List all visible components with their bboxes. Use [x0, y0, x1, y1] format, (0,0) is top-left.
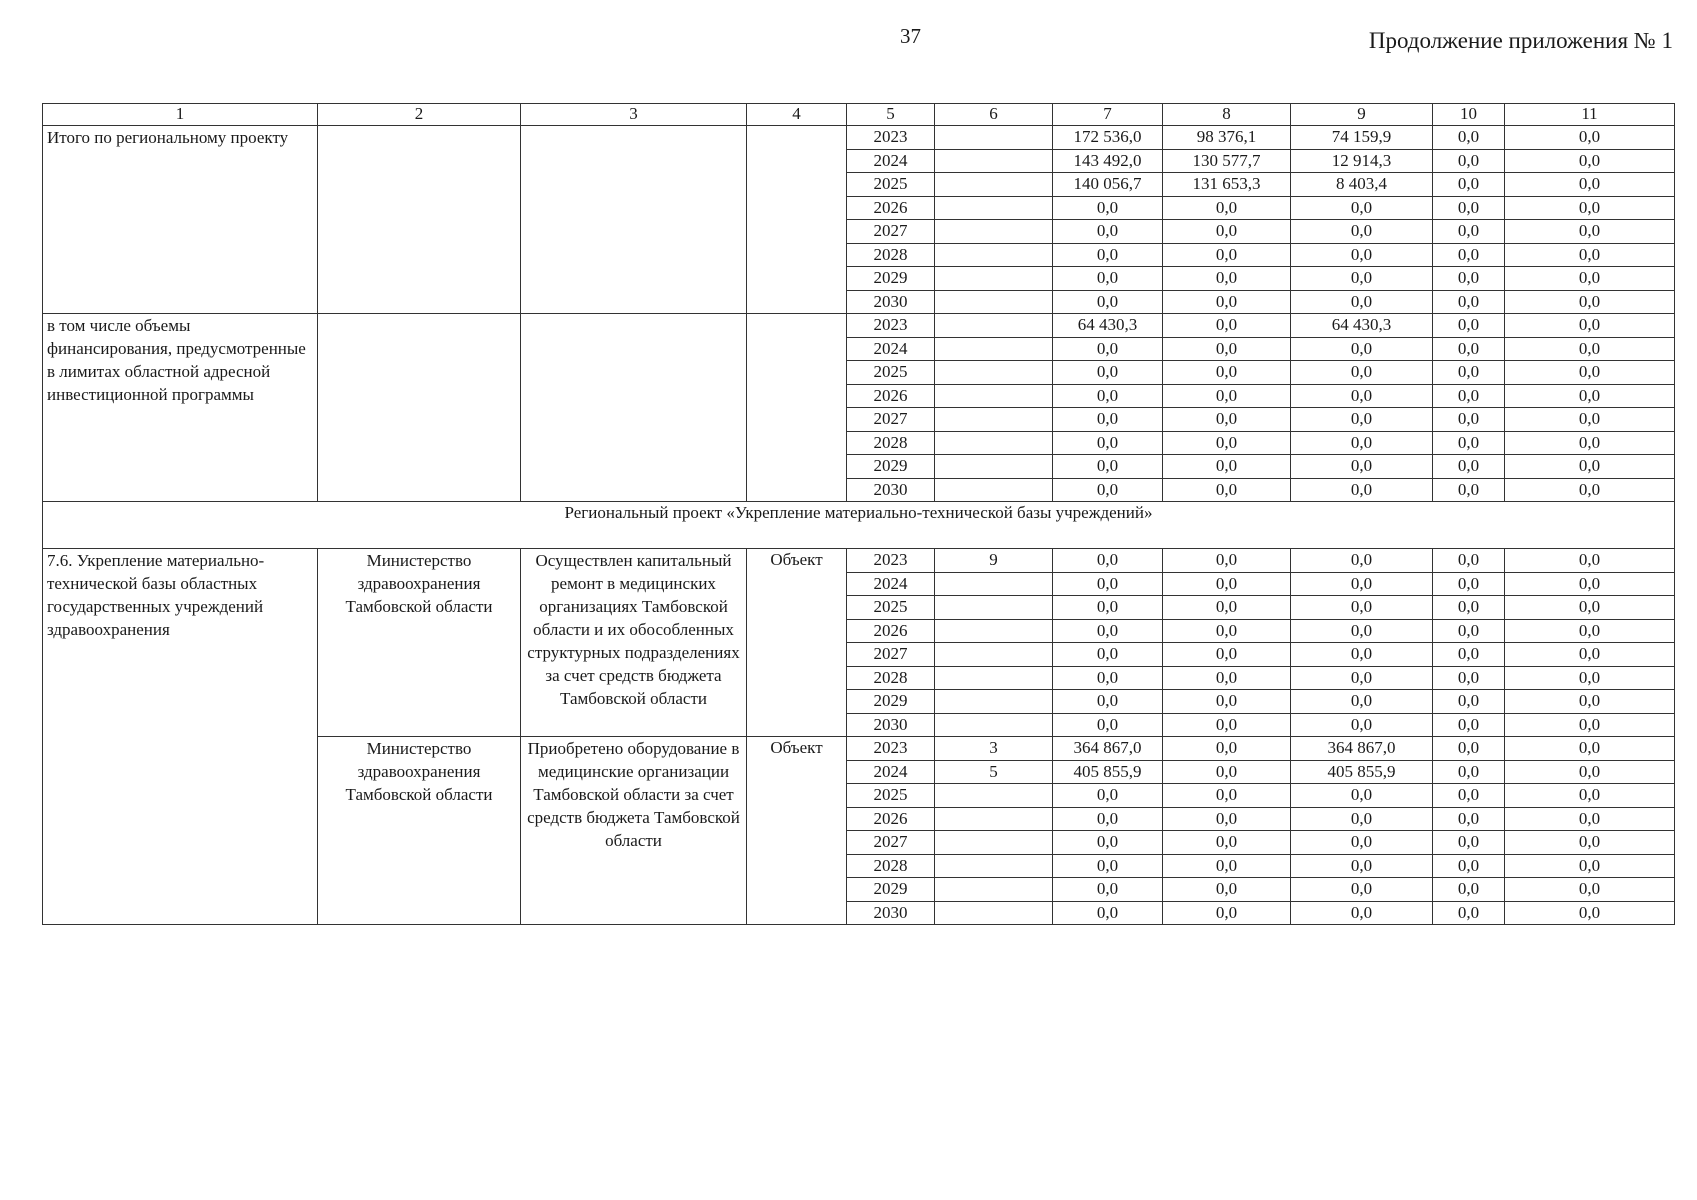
value-col8: 0,0 [1163, 549, 1291, 573]
value-col6: 5 [935, 760, 1053, 784]
table-body [43, 104, 1675, 925]
year-cell: 2029 [847, 878, 935, 902]
responsible-cell: Министерство здравоохранения Тамбовской области [318, 549, 521, 737]
value-col7: 0,0 [1053, 643, 1163, 667]
result-cell [521, 126, 747, 314]
value-col6 [935, 314, 1053, 338]
value-col9: 0,0 [1291, 666, 1433, 690]
value-col9: 364 867,0 [1291, 737, 1433, 761]
value-col11: 0,0 [1505, 784, 1675, 808]
value-col10: 0,0 [1433, 784, 1505, 808]
table-row [43, 549, 1675, 573]
value-col10: 0,0 [1433, 431, 1505, 455]
value-col11: 0,0 [1505, 643, 1675, 667]
value-col9: 0,0 [1291, 361, 1433, 385]
year-cell: 2024 [847, 760, 935, 784]
value-col8: 0,0 [1163, 455, 1291, 479]
value-col6 [935, 408, 1053, 432]
value-col8: 0,0 [1163, 196, 1291, 220]
value-col11: 0,0 [1505, 455, 1675, 479]
value-col9: 0,0 [1291, 290, 1433, 314]
value-col6 [935, 619, 1053, 643]
year-cell: 2026 [847, 807, 935, 831]
value-col6 [935, 690, 1053, 714]
value-col11: 0,0 [1505, 314, 1675, 338]
value-col6 [935, 290, 1053, 314]
value-col6: 9 [935, 549, 1053, 573]
item-label: 7.6. Укрепление материально-технической базы областных государственных учреждений здравоохранения [43, 549, 318, 925]
year-cell: 2023 [847, 737, 935, 761]
year-cell: 2027 [847, 220, 935, 244]
value-col8: 0,0 [1163, 713, 1291, 737]
page-number: 37 [900, 24, 921, 48]
value-col7: 140 056,7 [1053, 173, 1163, 197]
value-col7: 0,0 [1053, 666, 1163, 690]
value-col10: 0,0 [1433, 737, 1505, 761]
value-col8: 0,0 [1163, 267, 1291, 291]
value-col6 [935, 384, 1053, 408]
year-cell: 2027 [847, 643, 935, 667]
value-col6 [935, 854, 1053, 878]
value-col8: 0,0 [1163, 854, 1291, 878]
value-col9: 8 403,4 [1291, 173, 1433, 197]
value-col10: 0,0 [1433, 666, 1505, 690]
column-header: 6 [935, 104, 1053, 126]
value-col9: 0,0 [1291, 854, 1433, 878]
table-row [43, 126, 1675, 150]
column-header: 3 [521, 104, 747, 126]
block-label: Итого по региональному проекту [43, 126, 318, 314]
year-cell: 2029 [847, 455, 935, 479]
value-col7: 0,0 [1053, 220, 1163, 244]
value-col11: 0,0 [1505, 619, 1675, 643]
year-cell: 2025 [847, 596, 935, 620]
value-col8: 0,0 [1163, 220, 1291, 244]
value-col6 [935, 666, 1053, 690]
column-header: 7 [1053, 104, 1163, 126]
year-cell: 2023 [847, 126, 935, 150]
value-col11: 0,0 [1505, 361, 1675, 385]
value-col9: 0,0 [1291, 831, 1433, 855]
value-col11: 0,0 [1505, 549, 1675, 573]
value-col10: 0,0 [1433, 126, 1505, 150]
value-col9: 0,0 [1291, 572, 1433, 596]
value-col10: 0,0 [1433, 478, 1505, 502]
value-col10: 0,0 [1433, 619, 1505, 643]
value-col8: 0,0 [1163, 784, 1291, 808]
year-cell: 2026 [847, 196, 935, 220]
year-cell: 2024 [847, 572, 935, 596]
value-col10: 0,0 [1433, 901, 1505, 925]
value-col6 [935, 149, 1053, 173]
column-header: 4 [747, 104, 847, 126]
value-col11: 0,0 [1505, 431, 1675, 455]
value-col11: 0,0 [1505, 713, 1675, 737]
value-col6 [935, 831, 1053, 855]
value-col10: 0,0 [1433, 408, 1505, 432]
column-header: 9 [1291, 104, 1433, 126]
value-col8: 0,0 [1163, 408, 1291, 432]
value-col7: 405 855,9 [1053, 760, 1163, 784]
value-col6: 3 [935, 737, 1053, 761]
unit-cell: Объект [747, 549, 847, 737]
value-col11: 0,0 [1505, 807, 1675, 831]
value-col8: 131 653,3 [1163, 173, 1291, 197]
value-col7: 0,0 [1053, 854, 1163, 878]
value-col7: 0,0 [1053, 784, 1163, 808]
value-col10: 0,0 [1433, 196, 1505, 220]
column-header: 8 [1163, 104, 1291, 126]
value-col7: 0,0 [1053, 807, 1163, 831]
value-col9: 0,0 [1291, 243, 1433, 267]
value-col8: 0,0 [1163, 361, 1291, 385]
value-col6 [935, 478, 1053, 502]
year-cell: 2030 [847, 713, 935, 737]
value-col8: 0,0 [1163, 431, 1291, 455]
value-col7: 0,0 [1053, 478, 1163, 502]
value-col7: 0,0 [1053, 831, 1163, 855]
value-col8: 0,0 [1163, 901, 1291, 925]
year-cell: 2026 [847, 384, 935, 408]
value-col9: 12 914,3 [1291, 149, 1433, 173]
value-col7: 143 492,0 [1053, 149, 1163, 173]
unit-cell: Объект [747, 737, 847, 925]
value-col8: 0,0 [1163, 807, 1291, 831]
value-col7: 0,0 [1053, 431, 1163, 455]
value-col8: 0,0 [1163, 690, 1291, 714]
value-col10: 0,0 [1433, 337, 1505, 361]
value-col10: 0,0 [1433, 572, 1505, 596]
value-col6 [935, 267, 1053, 291]
value-col9: 0,0 [1291, 384, 1433, 408]
year-cell: 2026 [847, 619, 935, 643]
value-col8: 0,0 [1163, 666, 1291, 690]
year-cell: 2027 [847, 408, 935, 432]
value-col6 [935, 361, 1053, 385]
value-col10: 0,0 [1433, 807, 1505, 831]
value-col8: 0,0 [1163, 290, 1291, 314]
value-col7: 0,0 [1053, 901, 1163, 925]
value-col10: 0,0 [1433, 878, 1505, 902]
value-col8: 0,0 [1163, 337, 1291, 361]
value-col6 [935, 431, 1053, 455]
section-title: Региональный проект «Укрепление материально-технической базы учреждений» [43, 502, 1675, 549]
value-col8: 0,0 [1163, 737, 1291, 761]
value-col10: 0,0 [1433, 549, 1505, 573]
value-col8: 0,0 [1163, 384, 1291, 408]
value-col11: 0,0 [1505, 337, 1675, 361]
column-header: 5 [847, 104, 935, 126]
column-header: 11 [1505, 104, 1675, 126]
value-col10: 0,0 [1433, 643, 1505, 667]
value-col9: 0,0 [1291, 220, 1433, 244]
value-col10: 0,0 [1433, 690, 1505, 714]
value-col8: 98 376,1 [1163, 126, 1291, 150]
value-col10: 0,0 [1433, 831, 1505, 855]
value-col10: 0,0 [1433, 384, 1505, 408]
value-col11: 0,0 [1505, 854, 1675, 878]
column-header: 10 [1433, 104, 1505, 126]
value-col7: 0,0 [1053, 384, 1163, 408]
value-col9: 0,0 [1291, 408, 1433, 432]
value-col10: 0,0 [1433, 243, 1505, 267]
value-col11: 0,0 [1505, 384, 1675, 408]
result-cell: Приобретено оборудование в медицинские организации Тамбовской области за счет средств бюджета Тамбовской области [521, 737, 747, 925]
responsible-cell [318, 126, 521, 314]
value-col6 [935, 243, 1053, 267]
value-col6 [935, 572, 1053, 596]
value-col9: 0,0 [1291, 431, 1433, 455]
value-col7: 0,0 [1053, 878, 1163, 902]
value-col10: 0,0 [1433, 220, 1505, 244]
value-col6 [935, 455, 1053, 479]
value-col11: 0,0 [1505, 149, 1675, 173]
year-cell: 2030 [847, 478, 935, 502]
continuation-title: Продолжение приложения № 1 [1368, 28, 1673, 53]
value-col10: 0,0 [1433, 713, 1505, 737]
value-col9: 0,0 [1291, 901, 1433, 925]
value-col11: 0,0 [1505, 243, 1675, 267]
value-col8: 0,0 [1163, 878, 1291, 902]
value-col10: 0,0 [1433, 596, 1505, 620]
value-col9: 0,0 [1291, 196, 1433, 220]
value-col8: 0,0 [1163, 572, 1291, 596]
year-cell: 2025 [847, 173, 935, 197]
responsible-cell: Министерство здравоохранения Тамбовской области [318, 737, 521, 925]
value-col8: 0,0 [1163, 643, 1291, 667]
year-cell: 2024 [847, 337, 935, 361]
value-col8: 0,0 [1163, 760, 1291, 784]
responsible-cell [318, 314, 521, 502]
value-col6 [935, 901, 1053, 925]
value-col11: 0,0 [1505, 666, 1675, 690]
column-header: 1 [43, 104, 318, 126]
column-number-row [43, 104, 1675, 126]
value-col7: 172 536,0 [1053, 126, 1163, 150]
value-col10: 0,0 [1433, 455, 1505, 479]
value-col6 [935, 784, 1053, 808]
value-col7: 0,0 [1053, 690, 1163, 714]
year-cell: 2023 [847, 549, 935, 573]
year-cell: 2024 [847, 149, 935, 173]
year-cell: 2028 [847, 431, 935, 455]
value-col11: 0,0 [1505, 196, 1675, 220]
value-col7: 0,0 [1053, 572, 1163, 596]
unit-cell [747, 314, 847, 502]
value-col11: 0,0 [1505, 478, 1675, 502]
value-col7: 364 867,0 [1053, 737, 1163, 761]
value-col6 [935, 713, 1053, 737]
value-col9: 0,0 [1291, 267, 1433, 291]
value-col10: 0,0 [1433, 290, 1505, 314]
value-col7: 0,0 [1053, 196, 1163, 220]
value-col9: 0,0 [1291, 337, 1433, 361]
value-col6 [935, 878, 1053, 902]
value-col11: 0,0 [1505, 126, 1675, 150]
value-col11: 0,0 [1505, 290, 1675, 314]
value-col6 [935, 196, 1053, 220]
value-col7: 0,0 [1053, 337, 1163, 361]
value-col11: 0,0 [1505, 760, 1675, 784]
value-col8: 0,0 [1163, 243, 1291, 267]
block-label: в том числе объемы финансирования, предусмотренные в лимитах областной адресной инвестиционной программы [43, 314, 318, 502]
value-col6 [935, 337, 1053, 361]
value-col9: 0,0 [1291, 713, 1433, 737]
value-col7: 0,0 [1053, 267, 1163, 291]
year-cell: 2028 [847, 666, 935, 690]
value-col9: 0,0 [1291, 478, 1433, 502]
value-col9: 405 855,9 [1291, 760, 1433, 784]
value-col11: 0,0 [1505, 267, 1675, 291]
value-col11: 0,0 [1505, 878, 1675, 902]
value-col6 [935, 643, 1053, 667]
unit-cell [747, 126, 847, 314]
year-cell: 2028 [847, 854, 935, 878]
financing-table [42, 103, 1675, 925]
year-cell: 2030 [847, 901, 935, 925]
year-cell: 2030 [847, 290, 935, 314]
value-col7: 0,0 [1053, 455, 1163, 479]
value-col7: 0,0 [1053, 619, 1163, 643]
value-col10: 0,0 [1433, 314, 1505, 338]
value-col9: 74 159,9 [1291, 126, 1433, 150]
value-col11: 0,0 [1505, 572, 1675, 596]
value-col6 [935, 126, 1053, 150]
value-col8: 0,0 [1163, 314, 1291, 338]
value-col6 [935, 807, 1053, 831]
value-col8: 0,0 [1163, 478, 1291, 502]
year-cell: 2025 [847, 784, 935, 808]
value-col11: 0,0 [1505, 690, 1675, 714]
value-col10: 0,0 [1433, 267, 1505, 291]
value-col9: 0,0 [1291, 596, 1433, 620]
value-col10: 0,0 [1433, 149, 1505, 173]
result-cell: Осуществлен капитальный ремонт в медицинских организациях Тамбовской области и их обособленных структурных подразделениях за счет средств бюджета Тамбовской области [521, 549, 747, 737]
value-col9: 0,0 [1291, 807, 1433, 831]
year-cell: 2029 [847, 267, 935, 291]
value-col10: 0,0 [1433, 854, 1505, 878]
value-col7: 0,0 [1053, 243, 1163, 267]
value-col11: 0,0 [1505, 831, 1675, 855]
value-col6 [935, 173, 1053, 197]
value-col10: 0,0 [1433, 173, 1505, 197]
year-cell: 2029 [847, 690, 935, 714]
value-col9: 64 430,3 [1291, 314, 1433, 338]
value-col7: 0,0 [1053, 361, 1163, 385]
value-col9: 0,0 [1291, 784, 1433, 808]
value-col11: 0,0 [1505, 173, 1675, 197]
column-header: 2 [318, 104, 521, 126]
value-col9: 0,0 [1291, 455, 1433, 479]
value-col11: 0,0 [1505, 901, 1675, 925]
value-col6 [935, 220, 1053, 244]
value-col7: 0,0 [1053, 596, 1163, 620]
value-col8: 130 577,7 [1163, 149, 1291, 173]
value-col6 [935, 596, 1053, 620]
value-col7: 0,0 [1053, 408, 1163, 432]
table-row [43, 314, 1675, 338]
value-col7: 64 430,3 [1053, 314, 1163, 338]
value-col7: 0,0 [1053, 713, 1163, 737]
value-col9: 0,0 [1291, 643, 1433, 667]
value-col11: 0,0 [1505, 408, 1675, 432]
year-cell: 2028 [847, 243, 935, 267]
value-col11: 0,0 [1505, 737, 1675, 761]
value-col7: 0,0 [1053, 290, 1163, 314]
year-cell: 2023 [847, 314, 935, 338]
value-col7: 0,0 [1053, 549, 1163, 573]
result-cell [521, 314, 747, 502]
year-cell: 2025 [847, 361, 935, 385]
value-col11: 0,0 [1505, 220, 1675, 244]
value-col10: 0,0 [1433, 760, 1505, 784]
value-col9: 0,0 [1291, 690, 1433, 714]
section-title-row [43, 502, 1675, 549]
value-col10: 0,0 [1433, 361, 1505, 385]
value-col9: 0,0 [1291, 878, 1433, 902]
value-col8: 0,0 [1163, 831, 1291, 855]
value-col11: 0,0 [1505, 596, 1675, 620]
year-cell: 2027 [847, 831, 935, 855]
value-col8: 0,0 [1163, 619, 1291, 643]
value-col9: 0,0 [1291, 549, 1433, 573]
value-col8: 0,0 [1163, 596, 1291, 620]
value-col9: 0,0 [1291, 619, 1433, 643]
